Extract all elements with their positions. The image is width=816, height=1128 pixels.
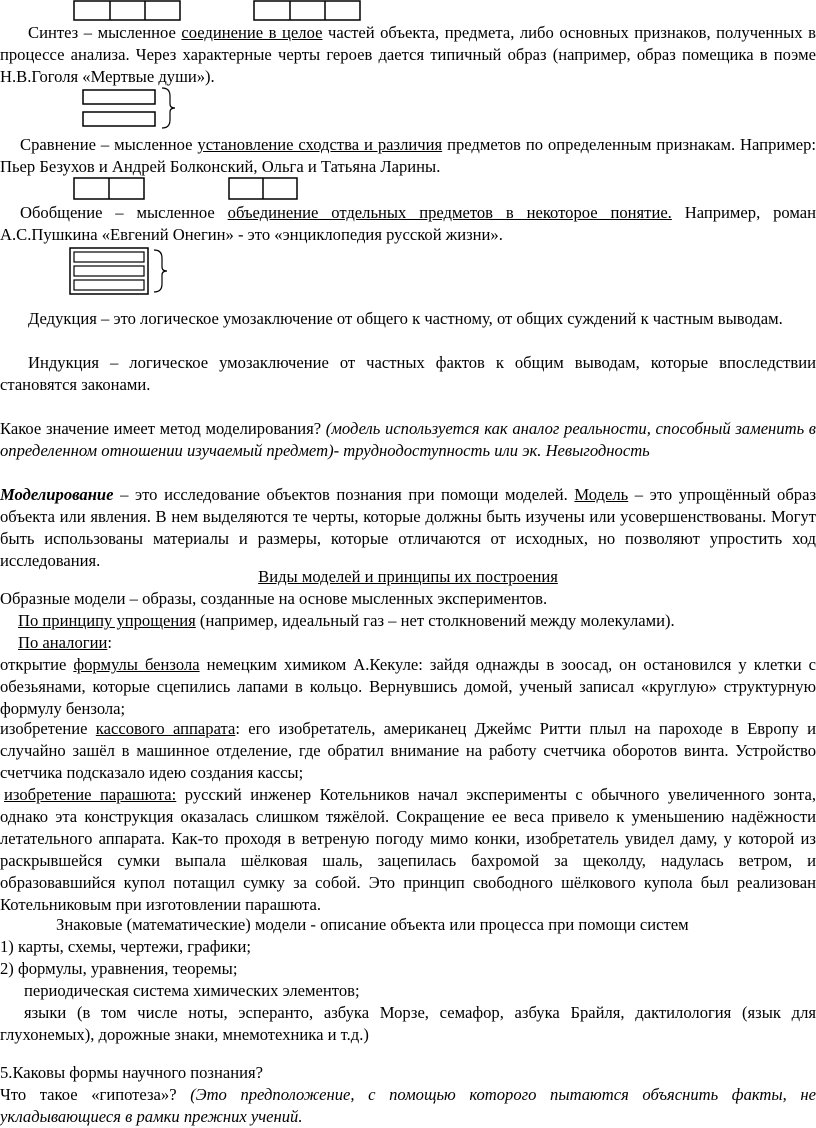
list-item-2: 2) формулы, уравнения, теоремы;: [0, 959, 238, 978]
benzene-paragraph: [0, 654, 816, 720]
simplification-label: По принципу упрощения: [18, 611, 196, 630]
comparison-bar-top: [83, 90, 155, 104]
benzene-term: формулы бензола: [73, 655, 200, 674]
models-heading-text: Виды моделей и принципы их построения: [258, 567, 558, 586]
comparison-lead: Сравнение – мысленное: [20, 135, 198, 154]
comparison-bar-bottom: [83, 112, 155, 126]
deduction-paragraph: Дедукция – это логическое умозаключение от общего к частному, от общих суждений к частным выводам.: [28, 309, 783, 328]
synthesis-rest: частей объекта, предмета, либо основных признаков, полученных в процессе анализа. Через характерные черты героев дается типичный образ (например, образ помещика в поэме Н.В.Гоголя «Мертвые души»).: [0, 23, 816, 86]
comparison-diagram: [80, 86, 190, 130]
induction-paragraph: Индукция – логическое умозаключение от частных фактов к общим выводам, которые впоследствии становятся законами.: [0, 353, 816, 394]
question5: 5.Каковы формы научного познания?: [0, 1063, 263, 1082]
comparison-term: установление сходства и различия: [197, 135, 443, 154]
sign-models-paragraph: Знаковые (математические) модели - описание объекта или процесса при помощи систем: [56, 915, 689, 934]
analogy-paragraph: [0, 632, 816, 654]
generalization-paragraph: [0, 202, 816, 246]
synthesis-bar-right: [254, 1, 360, 20]
cash-register-rest: : его изобретатель, американец Джеймс Ритти плыл на пароходе в Европу и случайно зашёл в машинное отделение, где обратил внимание на работу счетчика оборотов винта. Устройство счетчика подсказало идею создания кассы;: [0, 719, 816, 782]
cash-register-lead: изобретение: [0, 719, 96, 738]
list-item-1: 1) карты, схемы, чертежи, графики;: [0, 937, 251, 956]
synthesis-term: соединение в целое: [181, 23, 323, 42]
hypothesis-answer: (Это предположение, с помощью которого пытаются объяснить факты, не укладывающиеся в рамки прежних учений.: [0, 1085, 816, 1126]
modeling-mid: – это исследование объектов познания при помощи моделей.: [113, 485, 575, 504]
modeling-rest: – это упрощённый образ объекта или явления. В нем выделяются те черты, которые должны быть изучены или усовершенствованы. Могут быть использованы материалы и размеры, которые отличаются от исходных, но позволяют упростить ход исследования.: [0, 485, 816, 570]
synthesis-lead: Синтез – мысленное: [28, 23, 182, 42]
hypothesis-paragraph: [0, 1084, 816, 1128]
model-term: Модель: [574, 485, 629, 504]
synthesis-diagram: [70, 0, 370, 22]
synthesis-paragraph: [0, 22, 816, 88]
cash-register-term: кассового аппарата: [95, 719, 236, 738]
simplification-rest: (например, идеальный газ – нет столкновений между молекулами).: [195, 611, 675, 630]
deduction-brace: [154, 250, 167, 292]
modeling-term: Моделирование: [0, 485, 114, 504]
parachute-term: изобретение парашюта:: [4, 785, 177, 804]
modeling-definition-paragraph: [0, 484, 816, 572]
modeling-answer: (модель используется как аналог реальности, способный заменить в определенном отношении изучаемый предмет)- труднодоступность или эк. Невыгодность: [0, 419, 816, 460]
list-item-4: языки (в том числе ноты, эсперанто, азбука Морзе, семафор, азбука Брайля, дактилология (язык для глухонемых), дорожные знаки, мнемотехника и т.д.): [0, 1003, 816, 1044]
hypothesis-question: Что такое «гипотеза»?: [0, 1085, 191, 1104]
models-heading: [0, 566, 816, 588]
generalization-term: объединение отдельных предметов в некоторое понятие.: [227, 203, 672, 222]
deduction-bar-3: [74, 280, 144, 290]
figurative-paragraph: Образные модели – образы, созданные на основе мысленных экспериментов.: [0, 589, 548, 608]
deduction-bar-2: [74, 266, 144, 276]
generalization-lead: Обобщение – мысленное: [20, 203, 228, 222]
synthesis-bar-left: [74, 1, 180, 20]
parachute-rest: русский инженер Котельников начал эксперименты с обычного увеличенного зонта, однако эта конструкция оказалась слишком тяжёлой. Сокращение ее веса привело к уменьшению надёжности летательного аппарата. Как-то проходя в ветреную погоду мимо конки, изобретатель увидел даму, у которой из раскрывшейся сумки выпала шёлковая шаль, зацепилась бахромой за щеколду, надулась ветром, и образовавшийся купол потащил сумку за собой. Это принцип свободного шёлкового купола был реализован Котельниковым при изготовлении парашюта.: [0, 785, 816, 914]
parachute-paragraph: [0, 784, 816, 916]
comparison-rest: предметов по определенным признакам. Например: Пьер Безухов и Андрей Болконский, Ольга и Татьяна Ларины.: [0, 135, 816, 176]
generalization-diagram: [70, 177, 310, 201]
benzene-lead: открытие: [0, 655, 74, 674]
modeling-question: Какое значение имеет метод моделирования?: [0, 419, 326, 438]
deduction-diagram: [68, 246, 178, 298]
analogy-label: По аналогии: [18, 633, 108, 652]
analogy-rest: :: [107, 633, 112, 652]
modeling-question-paragraph: [0, 418, 816, 462]
comparison-paragraph: [0, 134, 816, 178]
generalization-rest: Например, роман А.С.Пушкина «Евгений Онегин» - это «энциклопедия русской жизни».: [0, 203, 816, 244]
deduction-frame: [70, 248, 148, 294]
simplification-paragraph: [0, 610, 816, 632]
comparison-brace: [162, 88, 175, 128]
cash-register-paragraph: [0, 718, 816, 784]
deduction-bar-1: [74, 252, 144, 262]
benzene-rest: немецким химиком А.Кекуле: зайдя однажды в зоосад, он остановился у клетки с обезьянами, которые сцепились лапами в кольцо. Вернувшись домой, ученый записал «круглую» структурную формулу бензола;: [0, 655, 816, 718]
list-item-3: периодическая система химических элементов;: [24, 981, 360, 1000]
